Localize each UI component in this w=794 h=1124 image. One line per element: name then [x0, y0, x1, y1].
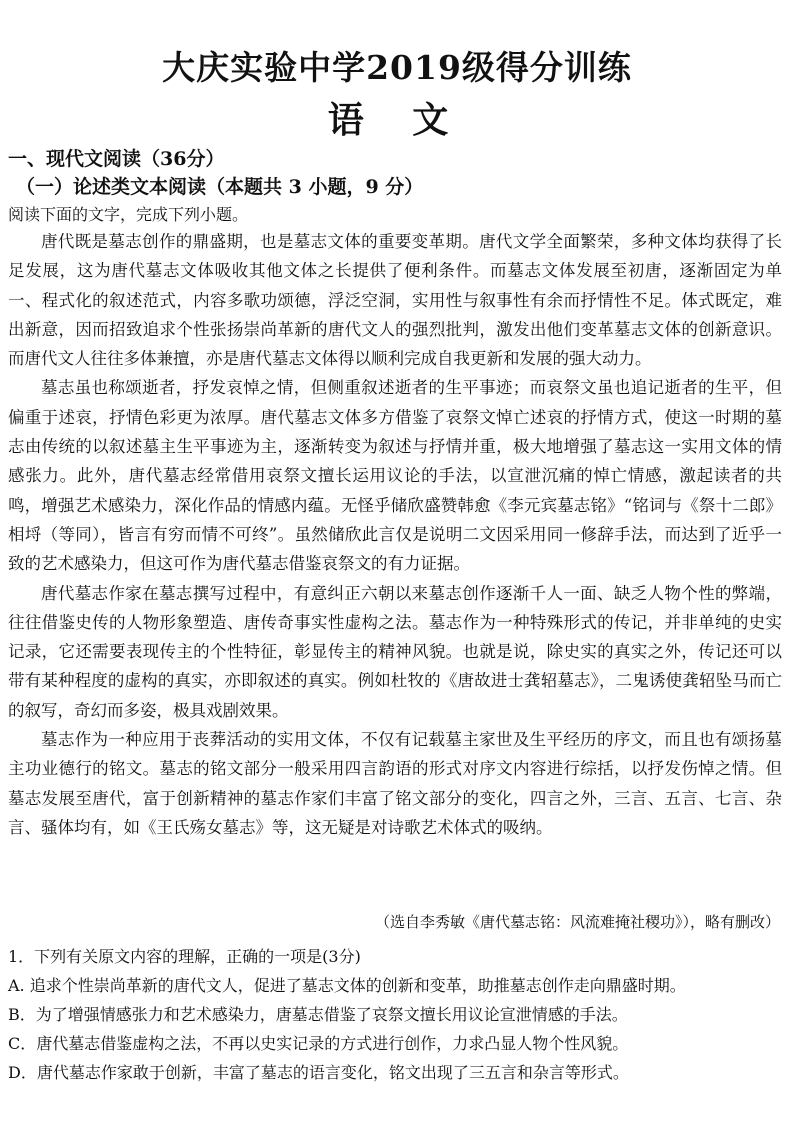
subject-title: 语 文: [327, 99, 467, 141]
sub-section-heading: （一）论述类文本阅读（本题共 3 小题，9 分）: [16, 176, 424, 198]
option-b: B．为了增强情感张力和艺术感染力，唐墓志借鉴了哀祭文擅长用议论宣泄情感的手法。: [8, 1005, 628, 1024]
reading-instruction: 阅读下面的文字，完成下列小题。: [8, 205, 249, 224]
passage-paragraph: 墓志作为一种应用于丧葬活动的实用文体，不仅有记载墓主家世及生平经历的序文，而且也有颂扬墓主功业德行的铭文。墓志的铭文部分一般采用四言韵语的形式对序文内容进行综括，以抒发伤悼之情。但墓志发展至唐代，富于创新精神的墓志作家们丰富了铭文部分的变化，四言之外，三言、五言、七言、杂言、骚体均有，如《王氏殇女墓志》等，这无疑是对诗歌艺术体式的吸纳。: [8, 730, 782, 837]
exam-title: 大庆实验中学2019级得分训练: [162, 48, 632, 87]
option-d: D．唐代墓志作家敢于创新，丰富了墓志的语言变化，铭文出现了三五言和杂言等形式。: [8, 1063, 629, 1082]
question-1: [8, 942, 788, 1087]
option-a: A. 追求个性崇尚革新的唐代文人，促进了墓志文体的创新和变革，助推墓志创作走向鼎盛时期。: [8, 976, 686, 995]
section-heading: 一、现代文阅读（36分）: [8, 148, 225, 170]
passage-paragraph: 唐代既是墓志创作的鼎盛期，也是墓志文体的重要变革期。唐代文学全面繁荣，多种文体均获得了长足发展，这为唐代墓志文体吸收其他文体之长提供了便利条件。而墓志文体发展至初唐，逐渐固定为单一、程式化的叙述范式，内容多歌功颂德，浮泛空洞，实用性与叙事性有余而抒情性不足。体式既定，难出新意，因而招致追求个性张扬崇尚革新的唐代文人的强烈批判，激发出他们变革墓志文体的创新意识。而唐代文人往往多体兼擅，亦是唐代墓志文体得以顺利完成自我更新和发展的强大动力。: [8, 232, 782, 369]
passage-paragraph: 唐代墓志作家在墓志撰写过程中，有意纠正六朝以来墓志创作逐渐千人一面、缺乏人物个性的弊端，往往借鉴史传的人物形象塑造、唐传奇事实性虚构之法。墓志作为一种特殊形式的传记，并非单纯的史实记录，它还需要表现传主的个性特征，彰显传主的精神风貌。也就是说，除史实的真实之外，传记还可以带有某种程度的虚构的真实，亦即叙述的真实。例如杜牧的《唐故进士龚轺墓志》，二鬼诱使龚轺坠马而亡的叙写，奇幻而多姿，极具戏剧效果。: [8, 583, 782, 720]
passage-paragraph: 墓志虽也称颂逝者，抒发哀悼之情，但侧重叙述逝者的生平事迹；而哀祭文虽也追记逝者的生平，但偏重于述哀，抒情色彩更为浓厚。唐代墓志文体多方借鉴了哀祭文悼亡述哀的抒情方式，使这一时期的墓志由传统的以叙述墓主生平事迹为主，逐渐转变为叙述与抒情并重，极大地增强了墓志这一实用文体的情感张力。此外，唐代墓志经常借用哀祭文擅长运用议论的手法，以宣泄沉痛的悼亡情感，激起读者的共鸣，增强艺术感染力，深化作品的情感内蕴。无怪乎储欣盛赞韩愈《李元宾墓志铭》“铭词与《祭十二郎》相埒（等同），皆言有穷而情不可终”。虽然储欣此言仅是说明二文因采用同一修辞手法，而达到了近乎一致的艺术感染力，但这可作为唐代墓志借鉴哀祭文的有力证据。: [8, 378, 782, 574]
passage-source: （选自李秀敏《唐代墓志铭：风流难掩社稷功》），略有删改）: [374, 913, 780, 931]
reading-passage: [8, 227, 782, 842]
option-c: C．唐代墓志借鉴虚构之法，不再以史实记录的方式进行创作，力求凸显人物个性风貌。: [8, 1034, 629, 1053]
question-stem: 1．下列有关原文内容的理解，正确的一项是(3分): [8, 947, 361, 966]
